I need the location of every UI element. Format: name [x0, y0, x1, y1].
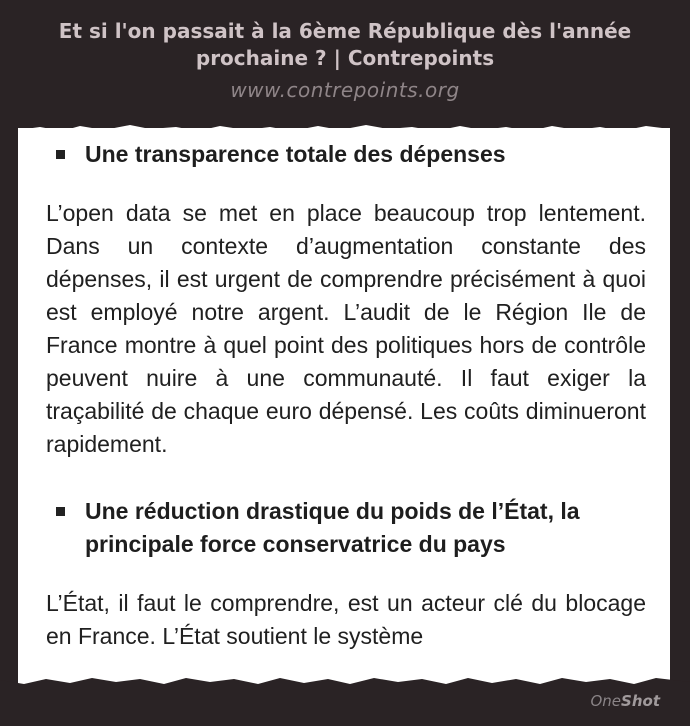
- bullet-heading: Une transparence totale des dépenses: [85, 141, 506, 167]
- article-content: [46, 138, 646, 653]
- paragraph: L’État, il faut le comprendre, est un acteur clé du blocage en France. L’État soutient le système: [46, 590, 646, 649]
- paragraph: L’open data se met en place beaucoup trop lentement. Dans un contexte d’augmentation constante des dépenses, il est urgent de comprendre précisément à quoi est employé notre argent. L’audit de le Région Ile de France montre à quel point des politiques hors de contrôle peuvent nuire à une communauté. Il faut exiger la traçabilité de chaque euro dépensé. Les coûts diminueront rapidement.: [46, 200, 646, 457]
- bullet-square-icon: [56, 507, 65, 516]
- source-url[interactable]: www.contrepoints.org: [230, 78, 460, 102]
- page-title: Et si l'on passait à la 6ème République dès l'année prochaine ? | Contrepoints: [58, 19, 632, 70]
- header: [0, 0, 690, 130]
- brand-one: One: [590, 692, 622, 710]
- brand-shot: Shot: [621, 692, 660, 710]
- bullet-square-icon: [56, 150, 65, 159]
- torn-edge-bottom: [0, 672, 690, 692]
- list-item: [46, 138, 646, 171]
- article-card: [18, 128, 670, 688]
- torn-edge-top: [0, 118, 690, 138]
- bullet-heading: Une réduction drastique du poids de l’État, la principale force conservatrice du pays: [85, 498, 580, 557]
- list-item: [46, 495, 646, 561]
- brand-logo: [590, 692, 660, 710]
